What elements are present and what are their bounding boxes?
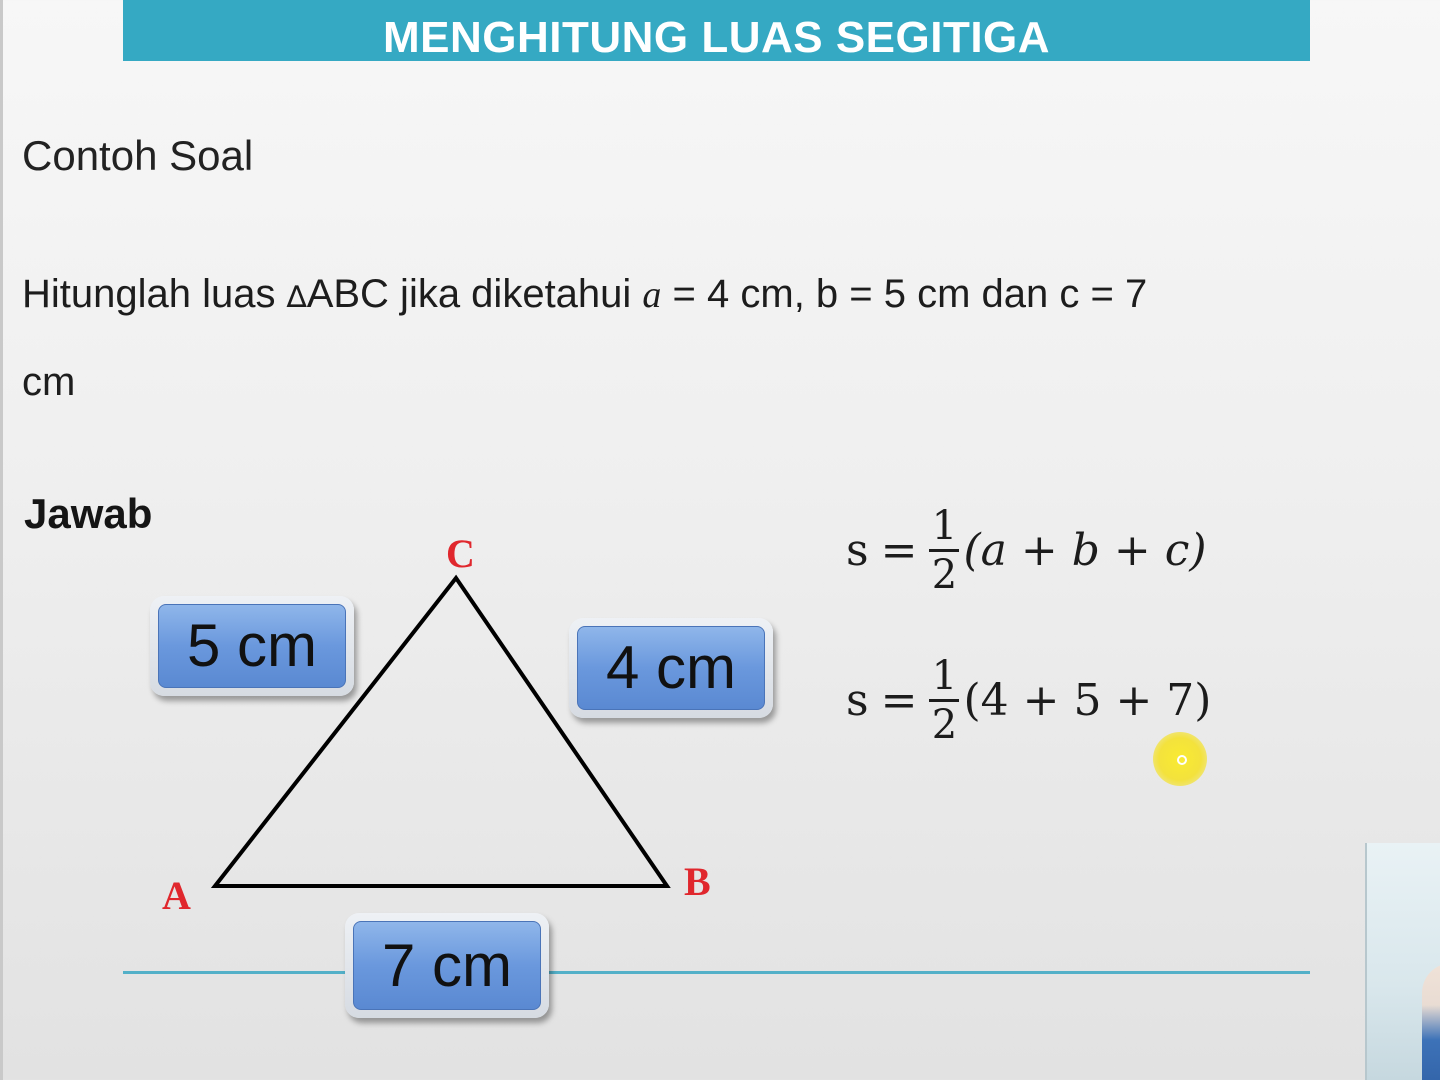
presenter-webcam-overlay	[1365, 843, 1440, 1080]
formula1-expression: (a + b + c)	[963, 525, 1207, 576]
formula2-equals: =	[880, 675, 918, 726]
pointer-cursor-icon	[1177, 755, 1187, 765]
side-ac-length: 5 cm	[158, 604, 346, 688]
formula-substituted	[846, 655, 1211, 746]
vertex-a-label: A	[162, 873, 191, 918]
question-prefix: Hitunglah luas	[22, 272, 287, 316]
formula2-lhs: s	[846, 675, 869, 726]
question-rest: = 4 cm, b = 5 cm dan c = 7	[661, 272, 1148, 316]
question-continuation: cm	[22, 360, 76, 404]
question-var-a: a	[642, 274, 662, 316]
section-label: Contoh Soal	[22, 132, 254, 179]
triangle-symbol: ∆	[286, 280, 307, 315]
side-ac-badge	[150, 596, 354, 696]
formula1-denominator: 2	[931, 552, 958, 598]
vertex-b-label: B	[684, 859, 711, 904]
formula2-expression: (4 + 5 + 7)	[963, 675, 1212, 726]
vertex-c-label: C	[446, 531, 475, 576]
question-middle: jika diketahui	[388, 272, 643, 316]
formula-semiperimeter	[846, 505, 1207, 596]
side-bc-badge	[569, 618, 773, 718]
formula2-fraction	[929, 655, 959, 746]
formula2-numerator: 1	[931, 653, 958, 699]
question-triangle: ABC	[306, 272, 389, 316]
formula2-denominator: 2	[931, 702, 958, 748]
presenter-figure	[1422, 963, 1440, 1080]
formula1-numerator: 1	[931, 503, 958, 549]
slide-title: MENGHITUNG LUAS SEGITIGA	[382, 12, 1051, 62]
side-ab-badge	[345, 913, 549, 1018]
side-bc-length: 4 cm	[577, 626, 765, 710]
formula1-equals: =	[880, 525, 918, 576]
formula1-fraction	[929, 505, 959, 596]
answer-label: Jawab	[24, 490, 153, 537]
formula1-lhs: s	[846, 525, 869, 576]
side-ab-length: 7 cm	[353, 921, 541, 1010]
